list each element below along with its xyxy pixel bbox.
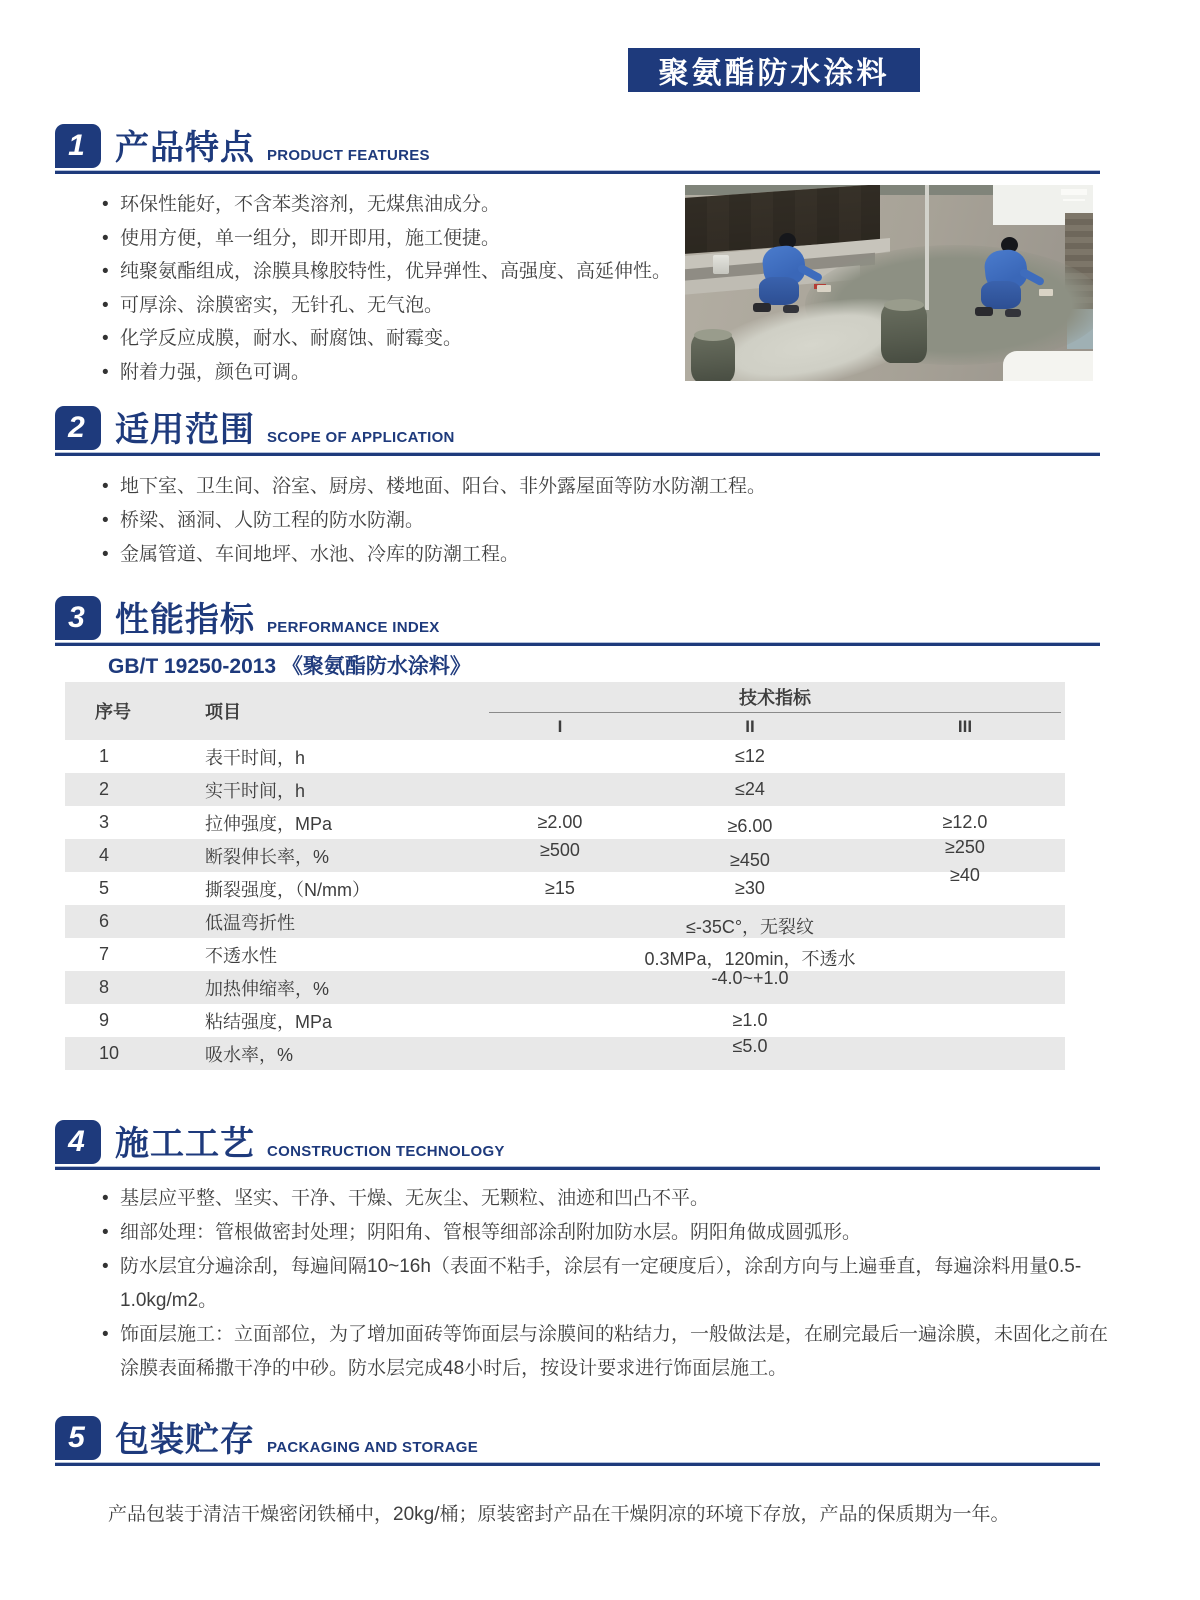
cell-value-grade-3	[865, 1043, 1065, 1064]
cell-value-grade-2: -4.0~+1.0	[711, 968, 789, 988]
section-number-badge: 1	[55, 124, 101, 168]
cell-value-grade-1	[485, 1043, 635, 1064]
section-performance-header	[55, 596, 1100, 646]
column-header-tech: 技术指标	[739, 688, 811, 708]
cell-value-grade-1	[485, 944, 635, 965]
bullet-item: • 可厚涂、涂膜密实，无针孔、无气泡。	[100, 289, 685, 323]
performance-table	[65, 682, 1065, 1070]
bullet-item: • 防水层宜分遍涂刮，每遍间隔10~16h（表面不粘手，涂层有一定硬度后），涂刮方向与上遍垂直，每遍涂料用量0.5-1.0kg/m2。	[100, 1250, 1110, 1318]
worker-shoe	[783, 305, 799, 313]
cell-item: 粘结强度，MPa	[205, 1011, 333, 1032]
section-packaging-header	[55, 1416, 1100, 1466]
cell-item: 实干时间，h	[205, 780, 306, 801]
cell-value-grade-2: ≤5.0	[732, 1036, 768, 1056]
column-header-grade-3: III	[957, 716, 973, 736]
cell-seq: 2	[99, 779, 110, 799]
cell-item: 撕裂强度，（N/mm）	[205, 879, 370, 900]
cell-value-grade-2: 0.3MPa，120min，不透水	[644, 948, 856, 969]
cell-seq: 9	[99, 1010, 110, 1030]
section-features-header	[55, 124, 1100, 174]
table-row	[65, 773, 1065, 806]
photo-pole	[925, 185, 929, 310]
table-row	[65, 938, 1065, 971]
photo-paint-barrel	[691, 333, 735, 381]
features-bullet-list	[100, 188, 685, 389]
table-row	[65, 806, 1065, 839]
cell-value-grade-3: ≥250	[945, 837, 985, 857]
section-title-zh: 适用范围	[115, 411, 255, 449]
cell-seq: 7	[99, 944, 110, 964]
cell-seq: 3	[99, 812, 110, 832]
cell-value-grade-3	[865, 1010, 1065, 1031]
application-photo	[685, 185, 1093, 381]
cell-item: 表干时间，h	[205, 747, 306, 768]
section-title-en: SCOPE OF APPLICATION	[267, 429, 455, 446]
section-title-en: PACKAGING AND STORAGE	[267, 1439, 479, 1456]
bullet-item: • 环保性能好，不含苯类溶剂，无煤焦油成分。	[100, 188, 685, 222]
worker-shoe	[975, 307, 993, 316]
cell-value-grade-3	[865, 911, 1065, 932]
cell-value-grade-1	[485, 911, 635, 932]
section-number-badge: 5	[55, 1416, 101, 1460]
table-row	[65, 865, 1065, 905]
section-title-zh: 包装贮存	[115, 1421, 255, 1459]
photo-white-object	[1003, 351, 1093, 381]
bullet-item: • 使用方便，单一组分，即开即用，施工便捷。	[100, 222, 685, 256]
worker-trowel	[1039, 289, 1053, 296]
packaging-paragraph: 产品包装于清洁干燥密闭铁桶中，20kg/桶；原装密封产品在干燥阴凉的环境下存放，产品的保质期为一年。	[108, 1504, 1010, 1525]
cell-value-grade-3	[865, 944, 1065, 965]
cell-value-grade-1: ≥15	[545, 878, 575, 898]
cell-value-grade-3	[865, 779, 1065, 800]
section-number-badge: 2	[55, 406, 101, 450]
bullet-item: • 桥梁、涵洞、人防工程的防水防潮。	[100, 504, 840, 538]
bullet-item: • 附着力强，颜色可调。	[100, 356, 685, 390]
table-row	[65, 968, 1065, 1004]
standard-reference: GB/T 19250-2013 《聚氨酯防水涂料》	[108, 655, 471, 678]
section-title-zh: 产品特点	[115, 129, 255, 167]
bullet-item: • 细部处理：管根做密封处理；阴阳角、管根等细部涂刮附加防水层。阴阳角做成圆弧形。	[100, 1216, 1110, 1250]
column-header-item: 项目	[205, 702, 241, 722]
cell-item: 加热伸缩率，%	[205, 978, 330, 999]
cell-value-grade-2: ≥450	[730, 850, 770, 870]
cell-seq: 1	[99, 746, 110, 766]
cell-value-grade-1	[485, 746, 635, 767]
cell-seq: 5	[99, 878, 110, 898]
cell-value-grade-2: ≤12	[735, 746, 765, 766]
table-row	[65, 1037, 1065, 1070]
cell-value-grade-1: ≥2.00	[537, 812, 583, 832]
worker-shoe	[1005, 309, 1021, 317]
cell-item: 低温弯折性	[205, 912, 295, 933]
photo-paint-barrel	[881, 303, 927, 363]
cell-value-grade-3: ≥12.0	[942, 812, 988, 832]
section-title-en: PERFORMANCE INDEX	[267, 619, 440, 636]
cell-value-grade-1	[485, 779, 635, 800]
cell-value-grade-1	[485, 1010, 635, 1031]
photo-worker-figure	[749, 233, 829, 325]
worker-hips	[981, 281, 1021, 309]
section-scope-header	[55, 406, 1100, 456]
section-number-badge: 3	[55, 596, 101, 640]
section-divider	[55, 642, 1100, 646]
table-body	[65, 740, 1065, 1070]
column-header-seq: 序号	[95, 702, 131, 722]
section-divider	[55, 1462, 1100, 1466]
section-divider	[55, 1166, 1100, 1170]
cell-value-grade-2: ≥1.0	[732, 1010, 768, 1030]
cell-value-grade-1	[485, 977, 635, 998]
worker-shoe	[753, 303, 771, 312]
section-construction-header	[55, 1120, 1100, 1170]
cell-value-grade-1: ≥500	[540, 840, 580, 860]
cell-value-grade-3: ≥40	[950, 865, 980, 885]
table-row	[65, 1004, 1065, 1037]
section-title-zh: 施工工艺	[115, 1125, 255, 1163]
section-divider	[55, 170, 1100, 174]
section-title-en: PRODUCT FEATURES	[267, 147, 430, 164]
table-row	[65, 839, 1065, 872]
table-row	[65, 740, 1065, 773]
photo-pipe	[1061, 189, 1087, 195]
bullet-item: • 基层应平整、坚实、干净、干燥、无灰尘、无颗粒、油迹和凹凸不平。	[100, 1182, 1110, 1216]
section-title-zh: 性能指标	[115, 601, 255, 639]
cell-value-grade-3	[865, 746, 1065, 767]
bullet-item: • 纯聚氨酯组成，涂膜具橡胶特性，优异弹性、高强度、高延伸性。	[100, 255, 685, 289]
cell-value-grade-2: ≤-35C°，无裂纹	[685, 916, 815, 937]
cell-value-grade-2: ≥30	[735, 878, 765, 898]
scope-bullet-list	[100, 470, 840, 572]
bullet-item: • 饰面层施工：立面部位，为了增加面砖等饰面层与涂膜间的粘结力，一般做法是，在刷完最后一遍涂膜，未固化之前在涂膜表面稀撒干净的中砂。防水层完成48小时后，按设计要求进行饰面层施工。	[100, 1318, 1110, 1386]
table-header	[65, 682, 1065, 740]
bullet-item: • 地下室、卫生间、浴室、厨房、楼地面、阳台、非外露屋面等防水防潮工程。	[100, 470, 840, 504]
section-divider	[55, 452, 1100, 456]
cell-seq: 4	[99, 845, 110, 865]
cell-seq: 8	[99, 977, 110, 997]
section-title-en: CONSTRUCTION TECHNOLOGY	[267, 1143, 505, 1160]
column-header-grade-1: I	[557, 716, 563, 736]
column-header-tech-group	[485, 682, 1065, 740]
bullet-item: • 化学反应成膜，耐水、耐腐蚀、耐霉变。	[100, 322, 685, 356]
cell-value-grade-2: ≥6.00	[727, 816, 773, 836]
photo-small-bucket	[713, 255, 729, 274]
product-title: 聚氨酯防水涂料	[658, 57, 890, 90]
cell-value-grade-2: ≤24	[735, 779, 765, 799]
construction-bullet-list	[100, 1182, 1110, 1386]
cell-seq: 10	[99, 1043, 120, 1063]
cell-value-grade-3	[865, 977, 1065, 998]
cell-item: 不透水性	[205, 945, 277, 966]
bullet-item: • 金属管道、车间地坪、水池、冷库的防潮工程。	[100, 538, 840, 572]
cell-item: 吸水率，%	[205, 1044, 294, 1065]
cell-item: 拉伸强度，MPa	[205, 813, 333, 834]
photo-worker-figure	[971, 237, 1051, 329]
worker-hips	[759, 277, 799, 305]
section-number-badge: 4	[55, 1120, 101, 1164]
product-title-banner	[628, 48, 920, 92]
column-header-grade-2: II	[745, 716, 755, 736]
worker-trowel	[817, 285, 831, 292]
cell-item: 断裂伸长率，%	[205, 846, 330, 867]
table-row	[65, 905, 1065, 938]
cell-seq: 6	[99, 911, 110, 931]
